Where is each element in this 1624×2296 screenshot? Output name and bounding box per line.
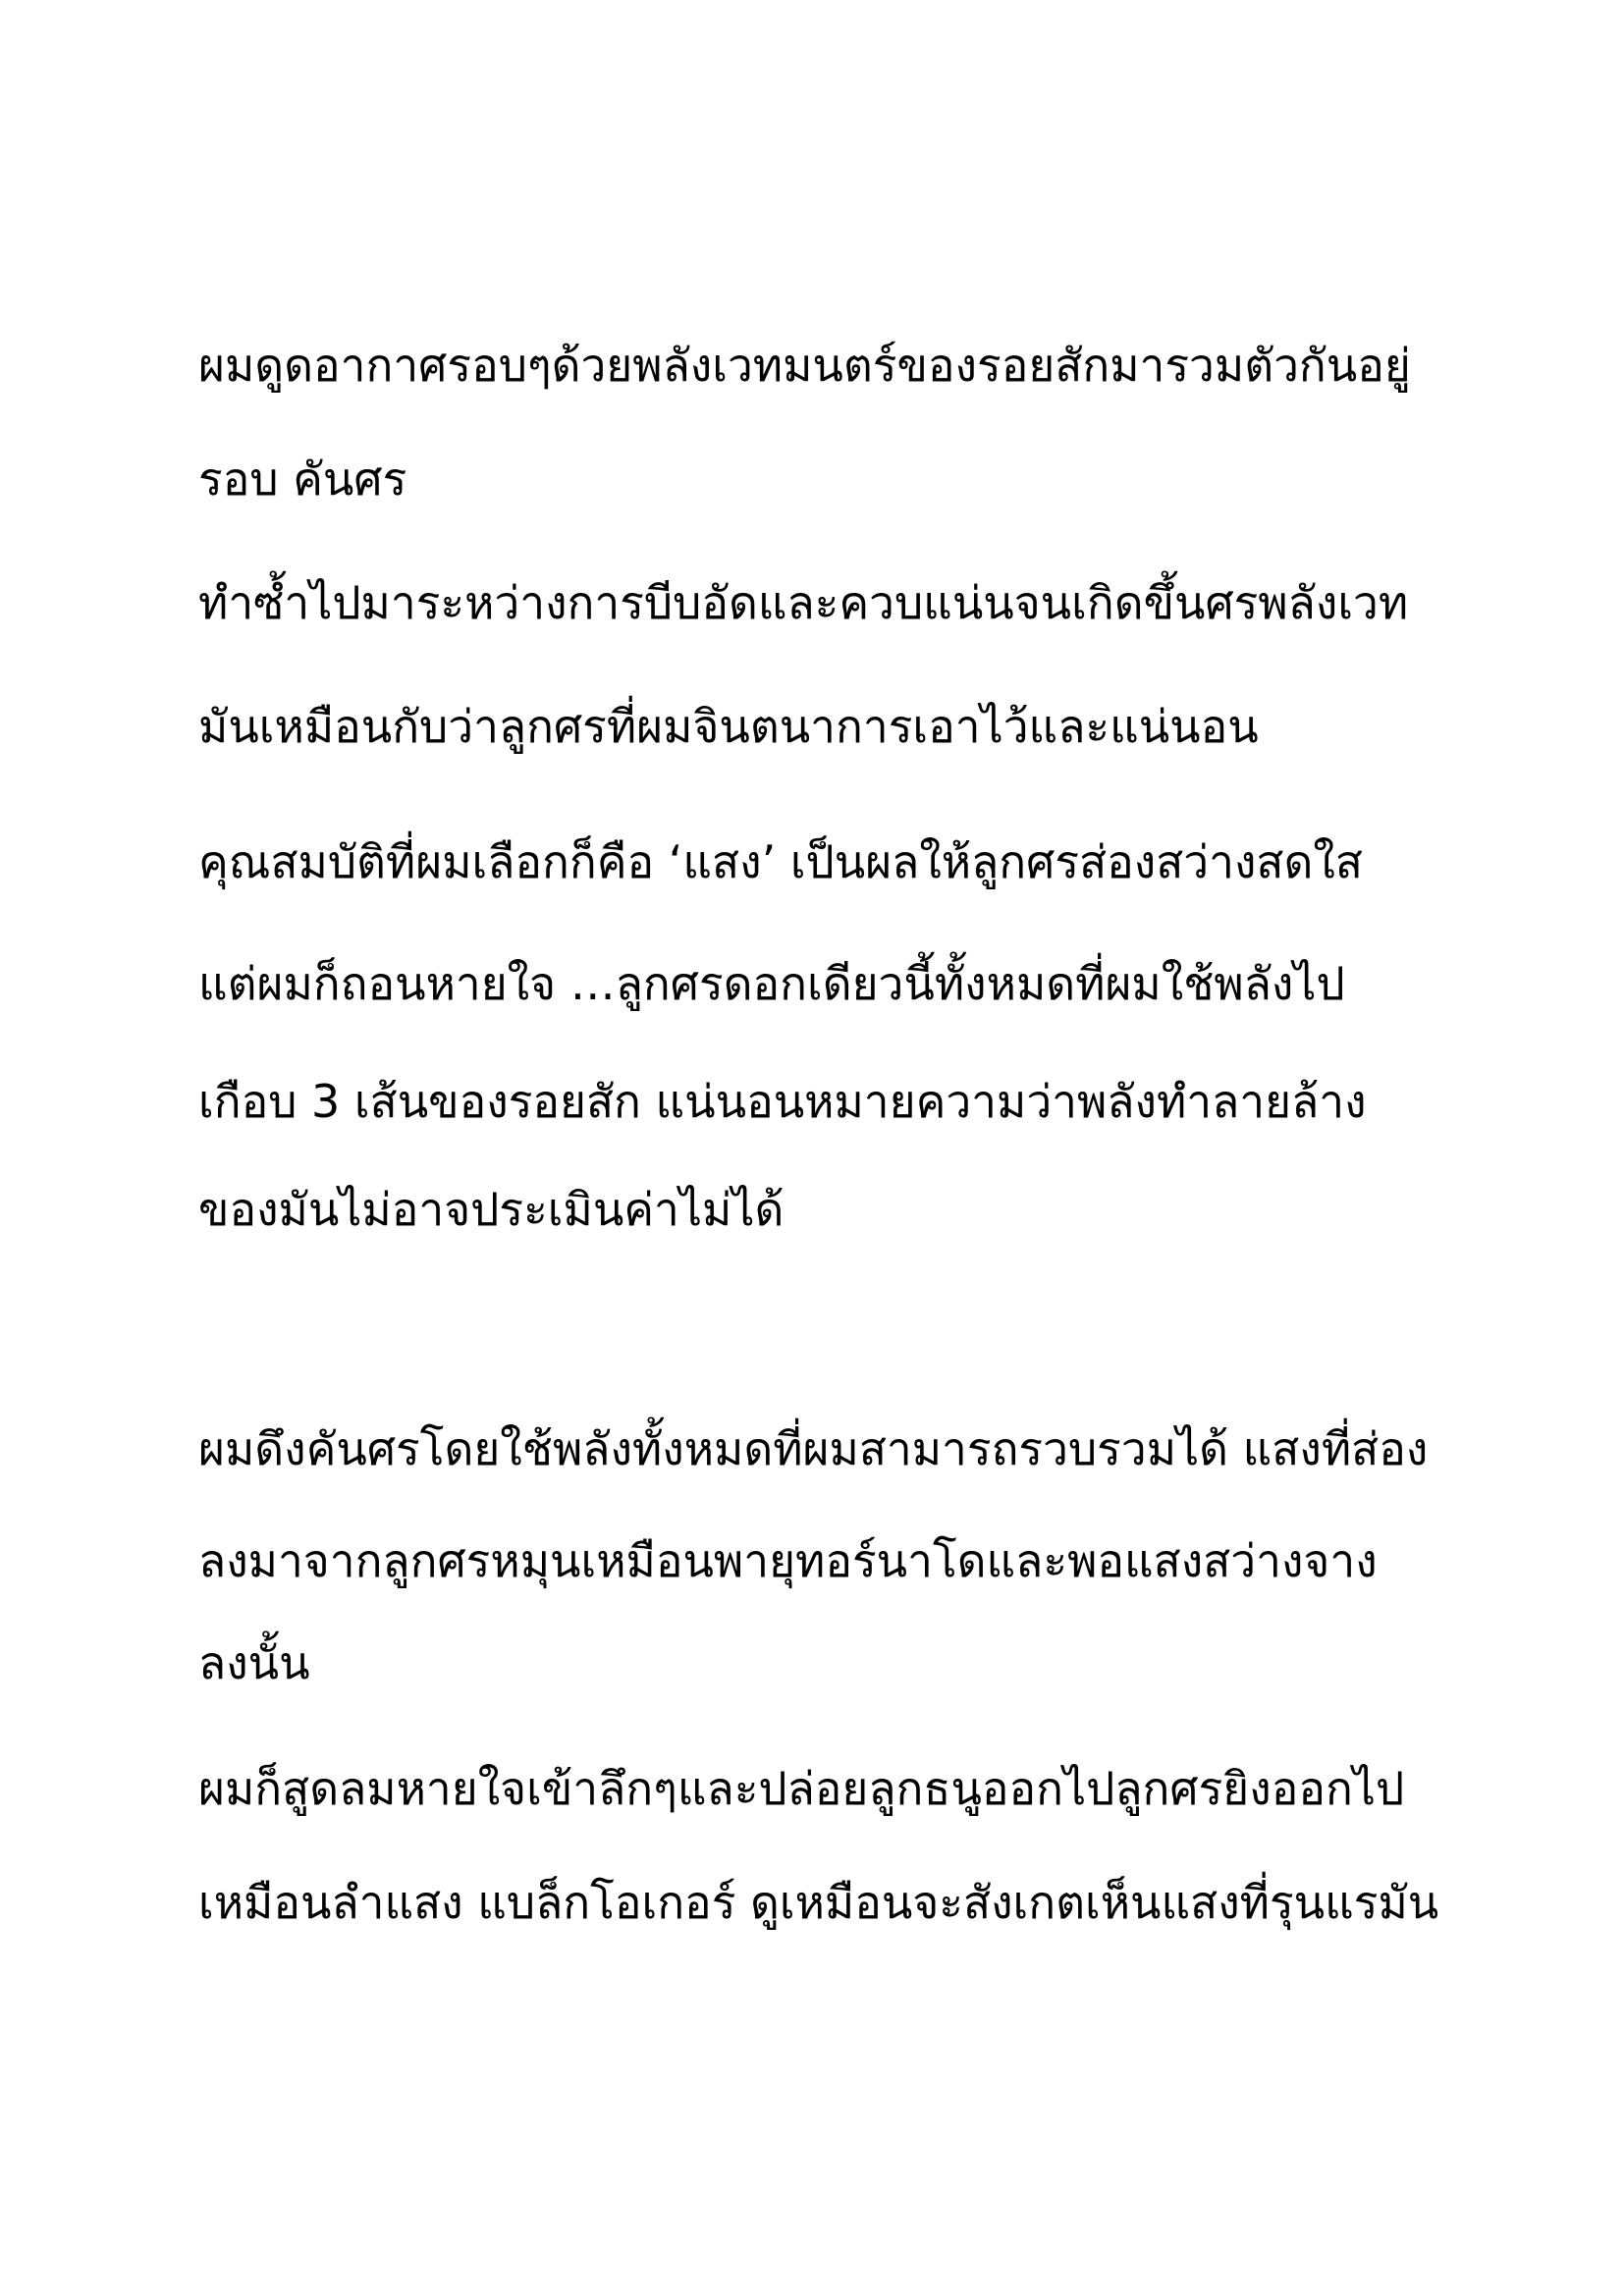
text-line-3: ทำซ้ำไปมาระหว่างการบีบอัดและควบแน่นจนเกิดขึ้นศรพลังเวท: [198, 576, 1409, 629]
text-line-8: ของมันไม่อาจประเมินค่าไม่ได้: [198, 1183, 785, 1236]
text-line-7: เกือบ 3 เส้นของรอยสัก แน่นอนหมายความว่าพลังทำลายล้าง: [198, 1075, 1367, 1128]
text-line-12: ผมก็สูดลมหายใจเข้าลึกๆและปล่อยลูกธนูออกไปลูกศรยิงออกไป: [198, 1762, 1405, 1815]
text-line-6: แต่ผมก็ถอนหายใจ …ลูกศรดอกเดียวนี้ทั้งหมดที่ผมใช้พลังไป: [198, 957, 1345, 1010]
text-line-11: ลงนั้น: [198, 1636, 310, 1689]
text-line-10: ลงมาจากลูกศรหมุนเหมือนพายุทอร์นาโดและพอแสงสว่างจาง: [198, 1534, 1378, 1587]
text-line-2: รอบ คันศร: [198, 453, 407, 506]
text-line-5: คุณสมบัติที่ผมเลือกก็คือ ‘แสง’ เป็นผลให้ลูกศรส่องสว่างสดใส: [198, 835, 1363, 888]
text-line-13: เหมือนลำแสง แบล็กโอเกอร์ ดูเหมือนจะสังเกตเห็นแสงที่รุนแรมัน: [198, 1876, 1439, 1929]
text-line-9: ผมดึงคันศรโดยใช้พลังทั้งหมดที่ผมสามารถรวบรวมได้ แสงที่ส่อง: [198, 1422, 1429, 1475]
text-line-4: มันเหมือนกับว่าลูกศรที่ผมจินตนาการเอาไว้และแน่นอน: [198, 700, 1259, 753]
text-line-1: ผมดูดอากาศรอบๆด้วยพลังเวทมนตร์ของรอยสักมารวมตัวกันอยู่: [198, 339, 1411, 392]
